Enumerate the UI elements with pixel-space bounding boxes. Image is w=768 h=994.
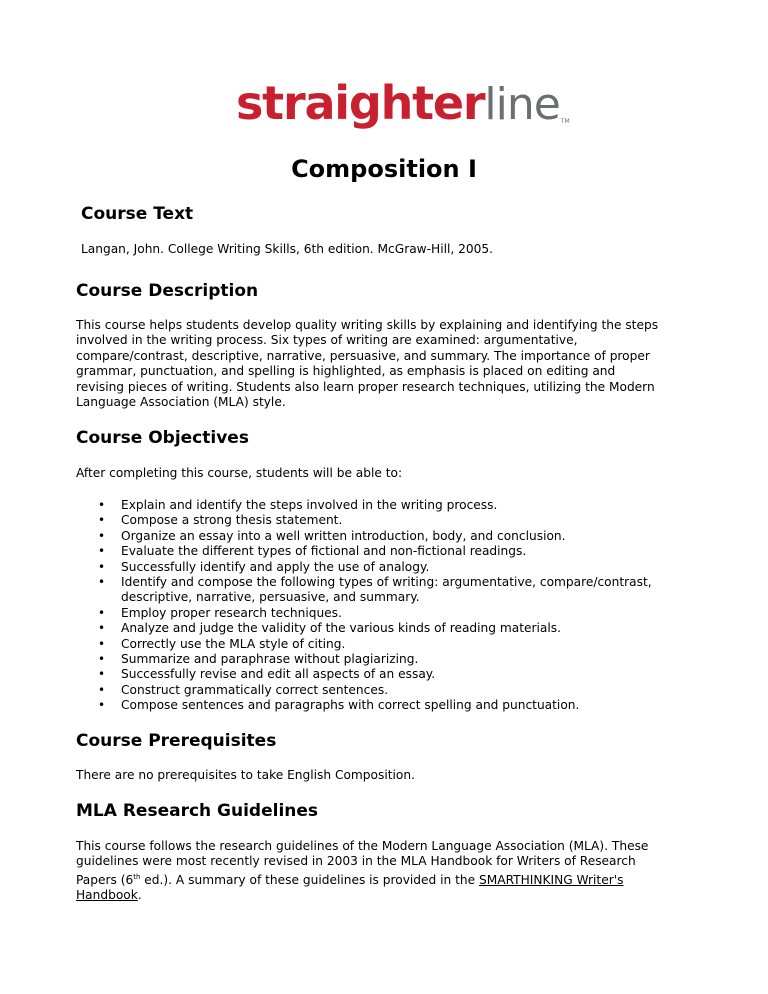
list-item: • Summarize and paraphrase without plagiarizing.: [98, 652, 419, 667]
logo-light-text: line: [484, 79, 560, 130]
course-objectives-intro: After completing this course, students will be able to:: [76, 466, 403, 480]
course-description-heading: Course Description: [76, 281, 259, 301]
bullet-icon: •: [98, 513, 106, 528]
course-objectives-heading: Course Objectives: [76, 428, 249, 448]
list-item: • Analyze and judge the validity of the various kinds of reading materials.: [98, 621, 561, 636]
description-line: compare/contrast, descriptive, narrative, persuasive, and summary. The importance of proper: [76, 348, 650, 363]
bullet-icon: •: [98, 652, 106, 667]
list-item: • Identify and compose the following types of writing: argumentative, compare/contrast, descriptive, narrative, persuasive, and summary.: [98, 575, 652, 605]
bullet-icon: •: [98, 528, 106, 543]
mla-paragraph: [76, 839, 648, 904]
course-text-heading: Course Text: [81, 204, 194, 224]
bullet-icon: •: [98, 544, 106, 559]
page-title: Composition I: [291, 155, 477, 183]
description-line: grammar, punctuation, and spelling is highlighted, as emphasis is placed on editing and: [76, 364, 616, 379]
course-prerequisites-text: There are no prerequisites to take English Composition.: [76, 768, 415, 782]
mla-line: This course follows the research guidelines of the Modern Language Association (MLA). These: [76, 839, 649, 853]
smarthinking-handbook-link-continued[interactable]: Handbook: [76, 888, 138, 903]
bullet-icon: •: [98, 667, 106, 682]
description-line: This course helps students develop quality writing skills by explaining and identifying the steps: [76, 318, 659, 332]
objectives-list: [76, 498, 696, 714]
description-line: involved in the writing process. Six types of writing are examined: argumentative,: [76, 333, 578, 348]
list-item: • Successfully revise and edit all aspects of an essay.: [98, 667, 436, 682]
description-line: revising pieces of writing. Students also learn proper research techniques, utilizing the Modern: [76, 379, 655, 394]
logo-trademark: TM: [560, 118, 570, 125]
list-item: • Employ proper research techniques.: [98, 605, 342, 620]
description-line: Language Association (MLA) style.: [76, 395, 286, 410]
list-item: • Compose sentences and paragraphs with correct spelling and punctuation.: [98, 698, 580, 713]
straighterline-logo: [236, 76, 570, 136]
bullet-icon: •: [98, 621, 106, 636]
list-item: • Successfully identify and apply the use of analogy.: [98, 559, 430, 574]
bullet-icon: •: [98, 698, 106, 713]
course-prerequisites-heading: Course Prerequisites: [76, 731, 277, 751]
mla-heading: MLA Research Guidelines: [76, 801, 319, 821]
bullet-icon: •: [98, 575, 106, 590]
list-item: • Evaluate the different types of fictional and non-fictional readings.: [98, 544, 527, 559]
list-item: • Organize an essay into a well written introduction, body, and conclusion.: [98, 528, 566, 543]
mla-line: Papers (6th ed.). A summary of these guidelines is provided in the SMARTHINKING Writer's: [76, 872, 624, 887]
bullet-icon: •: [98, 682, 106, 697]
list-item: • Compose a strong thesis statement.: [98, 513, 343, 528]
smarthinking-handbook-link[interactable]: SMARTHINKING Writer's: [479, 872, 624, 887]
logo-bold-text: straighter: [236, 76, 485, 130]
course-description-paragraph: [76, 318, 658, 410]
bullet-icon: •: [98, 605, 106, 620]
mla-line: guidelines were most recently revised in 2003 in the MLA Handbook for Writers of Research: [76, 854, 636, 869]
list-item: • Explain and identify the steps involved in the writing process.: [98, 498, 498, 512]
list-item: • Construct grammatically correct sentences.: [98, 682, 389, 697]
course-text-citation: Langan, John. College Writing Skills, 6th edition. McGraw-Hill, 2005.: [81, 242, 494, 256]
bullet-icon: •: [98, 636, 106, 651]
list-item: • Correctly use the MLA style of citing.: [98, 636, 346, 651]
bullet-icon: •: [98, 559, 106, 574]
mla-line: Handbook.: [76, 888, 142, 903]
bullet-icon: •: [98, 498, 106, 512]
